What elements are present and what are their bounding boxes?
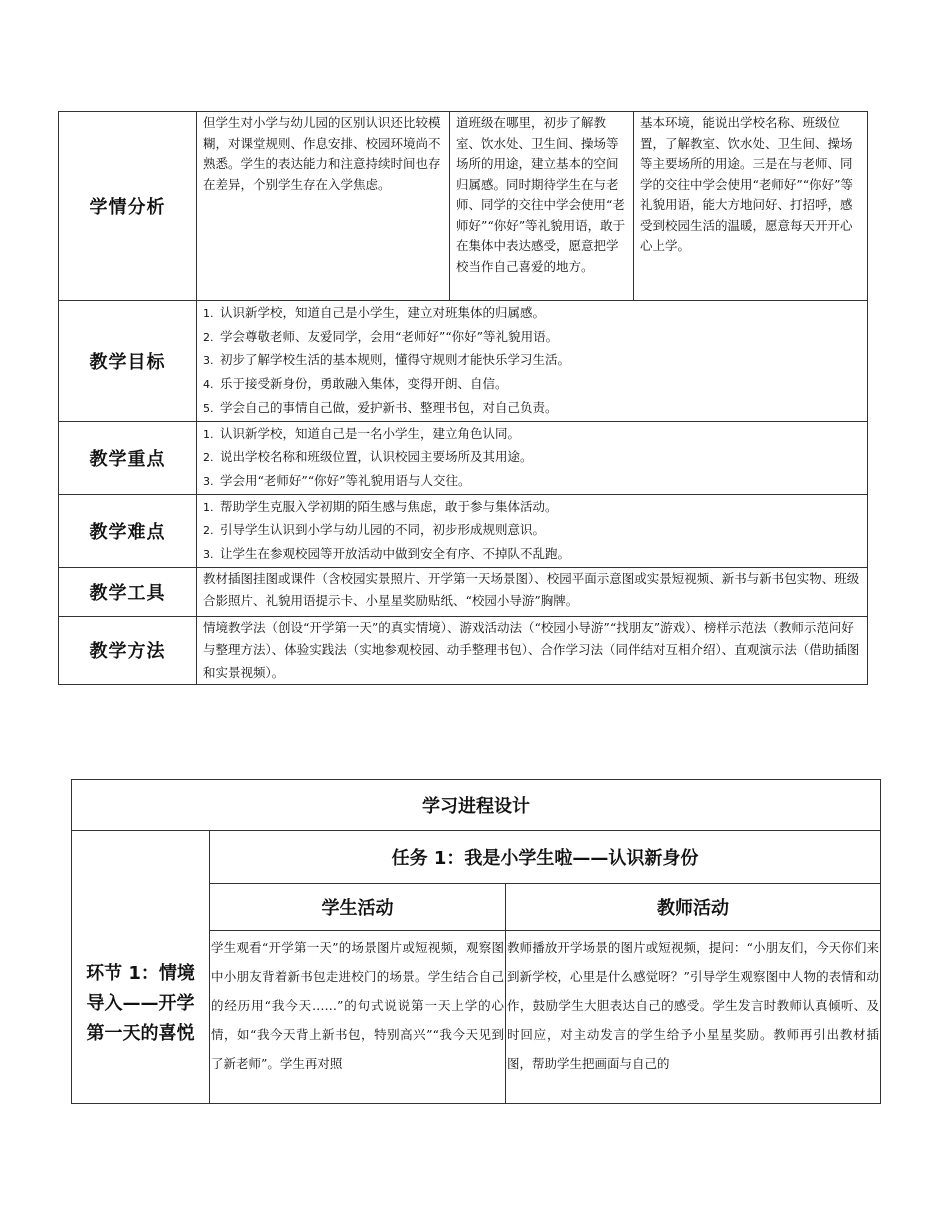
student-activity-cell bbox=[210, 931, 506, 1104]
row-teaching-methods bbox=[59, 616, 868, 685]
analysis-cell: 道班级在哪里，初步了解教室、饮水处、卫生间、操场等场所的用途，建立基本的空间归属感。同时期待学生在与老师、同学的交往中学会使用“老师好”“你好”等礼貌用语，敢于在集体中表达感受，愿意把学校当作自己喜爱的地方。 bbox=[450, 112, 634, 301]
difficulties-list bbox=[197, 494, 868, 567]
list-item: 1. 帮助学生克服入学初期的陌生感与焦虑，敢于参与集体活动。 bbox=[203, 498, 558, 514]
teacher-activity-text: 教师播放开学场景的图片或短视频，提问：“小朋友们，今天你们来到新学校，心里是什么感觉呀？”引导学生观察图中人物的表情和动作，鼓励学生大胆表达自己的感受。学生发言时教师认真倾听、及时回应，对主动发言的学生给予小星星奖励。教师再引出教材插图，帮助学生把画面与自己的 bbox=[507, 940, 880, 1071]
tools-text: 教材插图挂图或课件（含校园实景照片、开学第一天场景图）、校园平面示意图或实景短视频、新书与新书包实物、班级合影照片、礼貌用语提示卡、小星星奖励贴纸、“校园小导游”胸牌。 bbox=[197, 567, 868, 616]
task-title: 任务 1：我是小学生啦——认识新身份 bbox=[210, 831, 881, 884]
lesson-plan-table bbox=[58, 111, 868, 685]
list-item: 1. 认识新学校，知道自己是小学生，建立对班集体的归属感。 bbox=[203, 305, 546, 320]
row-label: 教学难点 bbox=[59, 494, 197, 567]
list-item: 3. 让学生在参观校园等开放活动中做到安全有序、不掉队不乱跑。 bbox=[203, 546, 571, 562]
learning-process-table bbox=[71, 779, 881, 1104]
row-label: 教学目标 bbox=[59, 301, 197, 422]
row-teaching-tools bbox=[59, 567, 868, 616]
list-item: 2. 学会尊敬老师、友爱同学，会用“老师好”“你好”等礼貌用语。 bbox=[203, 328, 559, 344]
process-title: 学习进程设计 bbox=[72, 780, 881, 831]
process-title-row bbox=[72, 780, 881, 831]
row-difficulties bbox=[59, 494, 868, 567]
student-activity-text: 学生观看“开学第一天”的场景图片或短视频，观察图中小朋友背着新书包走进校门的场景。学生结合自己的经历用“我今天……”的句式说说第一天上学的心情，如“我今天背上新书包，特别高兴”“我今天见到了新老师”。学生再对照 bbox=[211, 940, 504, 1071]
list-item: 2. 引导学生认识到小学与幼儿园的不同，初步形成规则意识。 bbox=[203, 522, 546, 538]
stage-label: 环节 1：情境导入——开学第一天的喜悦 bbox=[72, 831, 210, 1104]
task-row bbox=[72, 831, 881, 884]
row-learner-analysis bbox=[59, 112, 868, 301]
list-item: 3. 学会用“老师好”“你好”等礼貌用语与人交往。 bbox=[203, 472, 471, 488]
teacher-activity-cell bbox=[506, 931, 881, 1104]
methods-text: 情境教学法（创设“开学第一天”的真实情境）、游戏活动法（“校园小导游”“找朋友”游戏）、榜样示范法（教师示范问好与整理方法）、体验实践法（实地参观校园、动手整理书包）、合作学习法（同伴结对互相介绍）、直观演示法（借助插图和实景视频）。 bbox=[197, 616, 868, 685]
row-key-points bbox=[59, 421, 868, 494]
list-item: 5. 学会自己的事情自己做，爱护新书、整理书包，对自己负责。 bbox=[203, 399, 558, 415]
analysis-cell: 但学生对小学与幼儿园的区别认识还比较模糊，对课堂规则、作息安排、校园环境尚不熟悉。学生的表达能力和注意持续时间也存在差异，个别学生存在入学焦虑。 bbox=[197, 112, 450, 301]
list-item: 1. 认识新学校，知道自己是一名小学生，建立角色认同。 bbox=[203, 425, 521, 441]
list-item: 2. 说出学校名称和班级位置，认识校园主要场所及其用途。 bbox=[203, 449, 533, 465]
row-label: 教学方法 bbox=[59, 616, 197, 685]
goals-list bbox=[197, 301, 868, 422]
row-teaching-goals bbox=[59, 301, 868, 422]
row-label: 学情分析 bbox=[59, 112, 197, 301]
teacher-activity-header: 教师活动 bbox=[506, 884, 881, 931]
key-points-list bbox=[197, 421, 868, 494]
row-label: 教学重点 bbox=[59, 421, 197, 494]
student-activity-header: 学生活动 bbox=[210, 884, 506, 931]
analysis-cell: 基本环境，能说出学校名称、班级位置，了解教室、饮水处、卫生间、操场等主要场所的用途。三是在与老师、同学的交往中学会使用“老师好”“你好”等礼貌用语，能大方地问好、打招呼，感受到校园生活的温暖，愿意每天开开心心上学。 bbox=[634, 112, 868, 301]
list-item: 3. 初步了解学校生活的基本规则，懂得守规则才能快乐学习生活。 bbox=[203, 352, 571, 368]
row-label: 教学工具 bbox=[59, 567, 197, 616]
list-item: 4. 乐于接受新身份，勇敢融入集体，变得开朗、自信。 bbox=[203, 376, 508, 392]
